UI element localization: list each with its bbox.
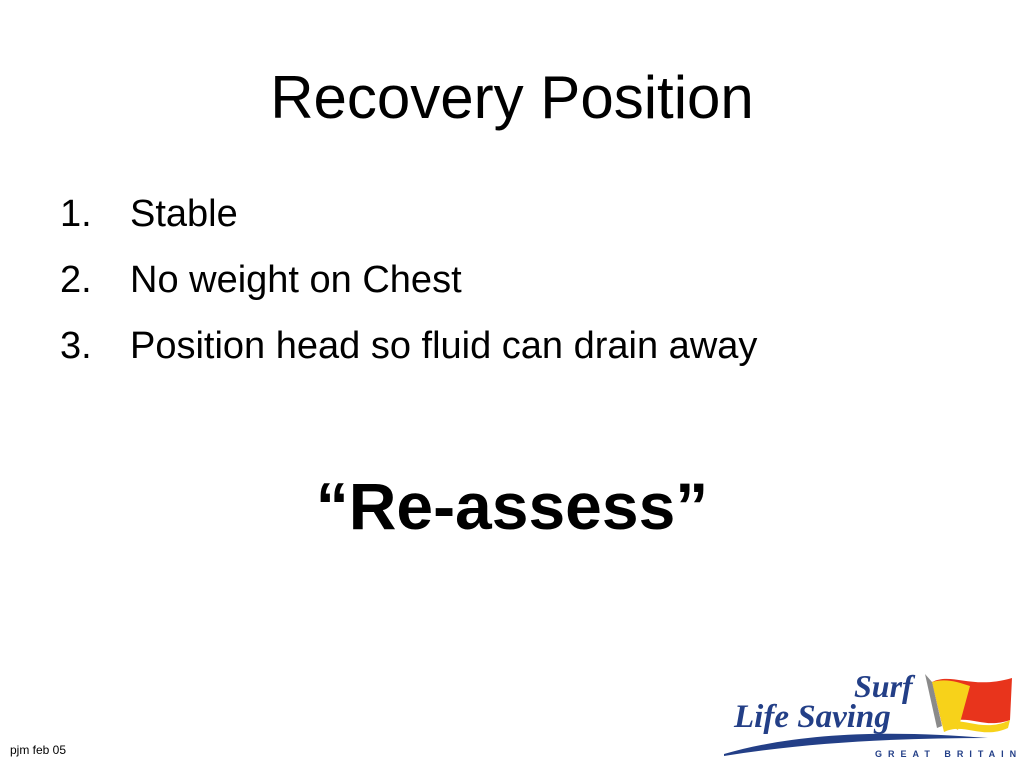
list-item-number: 1. xyxy=(60,193,92,235)
logo-line2: Life Saving xyxy=(734,699,891,735)
list-item-text: Position head so fluid can drain away xyxy=(130,325,758,367)
list-item-number: 2. xyxy=(60,259,92,301)
list-item xyxy=(60,190,757,256)
list-item-number: 3. xyxy=(60,325,92,367)
flag-icon xyxy=(925,674,1012,732)
emphasis-text: “Re-assess” xyxy=(315,469,709,543)
list-item xyxy=(60,256,757,322)
logo-line3: GREAT BRITAIN xyxy=(875,749,1023,759)
slide-title: Recovery Position xyxy=(270,64,754,131)
list-item-text: No weight on Chest xyxy=(130,259,462,301)
list-item xyxy=(60,322,757,388)
footer-note: pjm feb 05 xyxy=(10,743,67,757)
logo-line1: Surf xyxy=(854,668,913,704)
surf-life-saving-logo xyxy=(720,668,1023,764)
list-item-text: Stable xyxy=(130,193,238,235)
point-list xyxy=(60,190,757,388)
